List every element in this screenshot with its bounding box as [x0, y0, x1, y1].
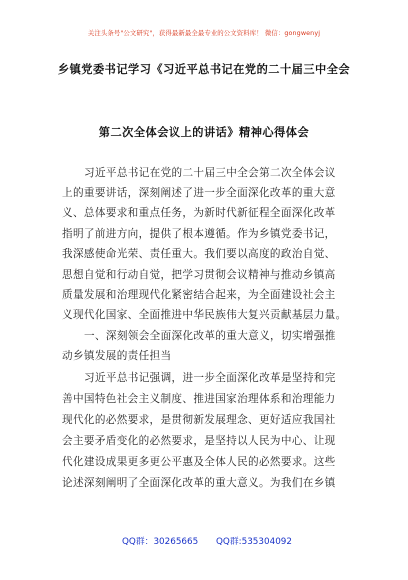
paragraph-line: 质量发展和治理现代化紧密结合起来，为全面建设社会主	[62, 289, 336, 301]
paragraph-line: 会主要矛盾变化的必然要求，是坚持以人民为中心、让现	[62, 435, 336, 447]
footer-qq-group-2: QQ群:535304092	[216, 537, 292, 547]
section-heading-line: 动乡镇发展的责任担当	[62, 350, 172, 362]
page-footer	[0, 534, 408, 548]
paragraph-line: 代化建设成果更多更公平惠及全体人民的必然要求。这些	[62, 456, 336, 468]
paragraph-line: 上的重要讲话，深刻阐述了进一步全面深化改革的重大意	[62, 187, 336, 199]
paragraph-line: 我深感使命光荣、责任重大。我们要以高度的政治自觉、	[62, 248, 336, 260]
paragraph-line: 习近平总书记强调，进一步全面深化改革是坚持和完	[84, 372, 336, 384]
paragraph-line: 现代化的必然要求，是贯彻新发展理念、更好适应我国社	[62, 414, 336, 426]
paragraph-line: 义、总体要求和重点任务，为新时代新征程全面深化改革	[62, 207, 336, 219]
document-title-line-2: 第二次全体会议上的讲话》精神心得体会	[98, 125, 310, 139]
paragraph-line: 习近平总书记在党的二十届三中全会第二次全体会议	[84, 167, 336, 179]
footer-qq-group-1: QQ群：30265665	[122, 537, 199, 547]
paragraph-line: 善中国特色社会主义制度、推进国家治理体系和治理能力	[62, 393, 336, 405]
header-banner: 关注头条号"公文研究"，获得最新最全最专业的公文资料库！ 微信：gongwenyj	[87, 29, 321, 37]
paragraph-line: 论述深刻阐明了全面深化改革的重大意义。为我们在乡镇	[62, 477, 336, 489]
document-title-line-1: 乡镇党委书记学习《习近平总书记在党的二十届三中全会	[57, 62, 351, 76]
paragraph-line: 义现代化国家、全面推进中华民族伟大复兴贡献基层力量。	[62, 309, 347, 321]
section-heading-line: 一、深刻领会全面深化改革的重大意义，切实增强推	[84, 330, 336, 342]
paragraph-line: 思想自觉和行动自觉，把学习贯彻会议精神与推动乡镇高	[62, 269, 336, 281]
paragraph-line: 指明了前进方向，提供了根本遵循。作为乡镇党委书记，	[62, 228, 336, 240]
